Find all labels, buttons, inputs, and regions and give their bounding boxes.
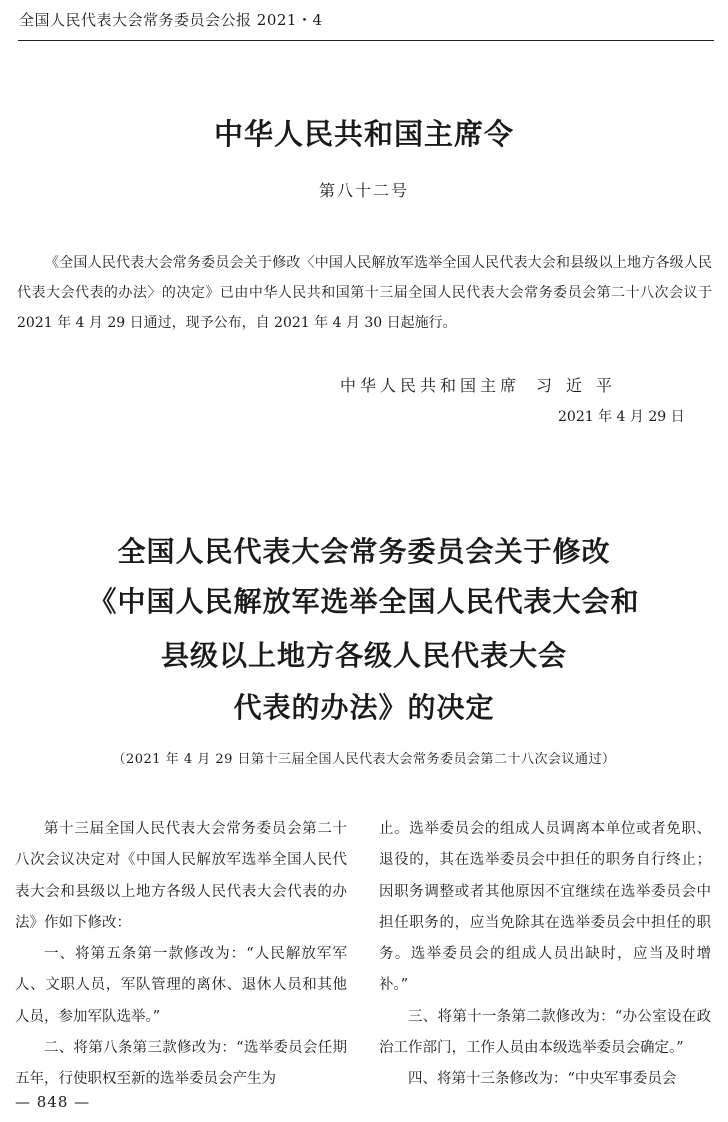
signatory-title: 中华人民共和国主席 [340,376,521,395]
header-rule [18,40,714,41]
right-column [379,814,711,1096]
order-title: 中华人民共和国主席令 [213,117,514,151]
paragraph: 二、将第八条第三款修改为：“选举委员会任期五年，行使职权至新的选举委员会产生为 [15,1040,347,1088]
signatory-name: 习近平 [536,376,627,395]
decision-title-line: 全国人民代表大会常务委员会关于修改 [117,535,611,568]
left-column [15,814,347,1096]
paragraph: 三、将第十一条第二款修改为：“办公室设在政治工作部门，工作人员由本级选举委员会确定。” [379,1008,711,1057]
running-head: 全国人民代表大会常务委员会公报 2021・4 [19,11,323,29]
order-number: 第八十二号 [318,181,409,200]
decision-title-line: 代表的办法》的决定 [233,691,495,724]
paragraph: 一、将第五条第一款修改为：“人民解放军军人、文职人员，军队管理的离休、退休人员和其他人员，参加军队选举。” [15,946,347,1025]
signature-line [340,373,626,396]
paragraph: 第十三届全国人民代表大会常务委员会第二十八次会议决定对《中国人民解放军选举全国人民代表大会和县级以上地方各级人民代表大会代表的办法》作如下修改： [15,821,347,931]
decision-title-line: 县级以上地方各级人民代表大会 [160,639,567,672]
paragraph: 四、将第十三条修改为：“中央军事委员会 [408,1071,677,1088]
paragraph-continuation: 止。选举委员会的组成人员调离本单位或者免职、退役的，其在选举委员会中担任的职务自行终止；因职务调整或者其他原因不宜继续在选举委员会中担任职务的，应当免除其在选举委员会中担任的职务。选举委员会的组成人员出缺时，应当及时增补。” [379,821,711,994]
adoption-note: （2021 年 4 月 29 日第十三届全国人民代表大会常务委员会第二十八次会议通过） [112,752,616,767]
order-body: 《全国人民代表大会常务委员会关于修改〈中国人民解放军选举全国人民代表大会和县级以上地方各级人民代表大会代表的办法〉的决定》已由中华人民共和国第十三届全国人民代表大会常务委员会第二十八次会议于 2021 年 4 月 29 日通过，现予公布，自 2021 年 4 月 30 日起施行。 [17,255,712,331]
page-number: — 848 — [15,1093,91,1111]
order-date: 2021 年 4 月 29 日 [558,409,685,425]
decision-title-line: 《中国人民解放军选举全国人民代表大会和 [88,585,640,618]
